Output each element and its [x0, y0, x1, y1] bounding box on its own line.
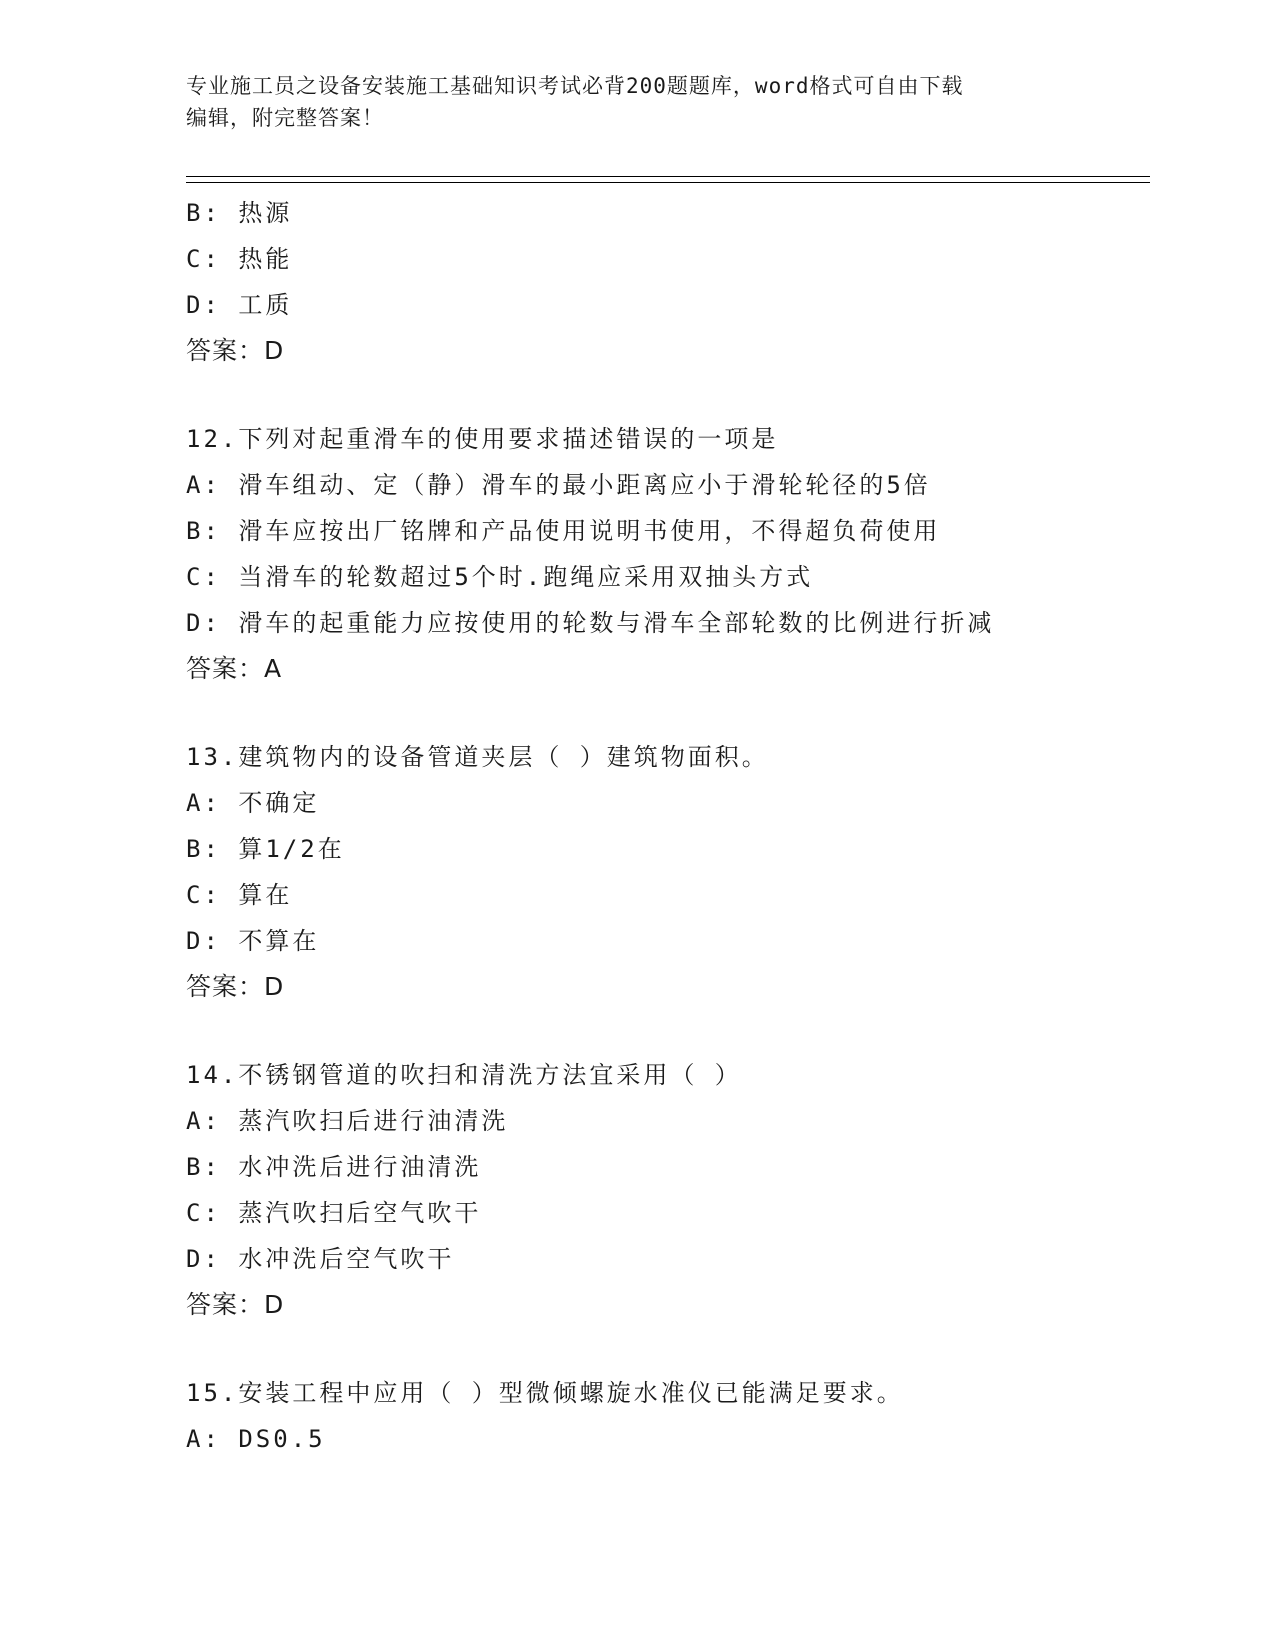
answer-line: 答案：D — [186, 972, 285, 1001]
option-a: A: DS0.5 — [186, 1425, 326, 1453]
question-stem: 13.建筑物内的设备管道夹层（ ）建筑物面积。 — [186, 743, 769, 771]
header-title-line-1: 专业施工员之设备安装施工基础知识考试必背200题题库，word格式可自由下载 — [186, 74, 964, 98]
question-block-14 — [186, 1052, 1146, 1328]
option-d: D: 水冲洗后空气吹干 — [186, 1245, 455, 1273]
question-block-13 — [186, 734, 1146, 1010]
option-d: D: 工质 — [186, 291, 293, 319]
option-a: A: 不确定 — [186, 789, 320, 817]
option-c: C: 热能 — [186, 245, 293, 273]
question-list — [186, 190, 1146, 1462]
question-stem: 15.安装工程中应用（ ）型微倾螺旋水准仪已能满足要求。 — [186, 1379, 904, 1407]
header-divider — [186, 176, 1150, 183]
option-c: C: 当滑车的轮数超过5个时.跑绳应采用双抽头方式 — [186, 563, 814, 591]
question-block-12 — [186, 416, 1146, 692]
option-b: B: 滑车应按出厂铭牌和产品使用说明书使用，不得超负荷使用 — [186, 517, 941, 545]
option-b: B: 水冲洗后进行油清洗 — [186, 1153, 482, 1181]
question-stem: 14.不锈钢管道的吹扫和清洗方法宜采用（ ） — [186, 1061, 742, 1089]
option-d: D: 不算在 — [186, 927, 320, 955]
question-block-11-partial — [186, 190, 1146, 374]
answer-line: 答案：D — [186, 1290, 285, 1319]
option-c: C: 蒸汽吹扫后空气吹干 — [186, 1199, 482, 1227]
option-a: A: 蒸汽吹扫后进行油清洗 — [186, 1107, 509, 1135]
answer-line: 答案：D — [186, 336, 285, 365]
option-c: C: 算在 — [186, 881, 293, 909]
question-block-15 — [186, 1370, 1146, 1462]
option-b: B: 算1/2在 — [186, 835, 345, 863]
header-title-line-2: 编辑，附完整答案！ — [186, 106, 384, 130]
option-d: D: 滑车的起重能力应按使用的轮数与滑车全部轮数的比例进行折减 — [186, 609, 995, 637]
question-stem: 12.下列对起重滑车的使用要求描述错误的一项是 — [186, 425, 779, 453]
answer-line: 答案：A — [186, 654, 283, 683]
page-header — [186, 70, 1086, 134]
option-a: A: 滑车组动、定（静）滑车的最小距离应小于滑轮轮径的5倍 — [186, 471, 931, 499]
option-b: B: 热源 — [186, 199, 293, 227]
